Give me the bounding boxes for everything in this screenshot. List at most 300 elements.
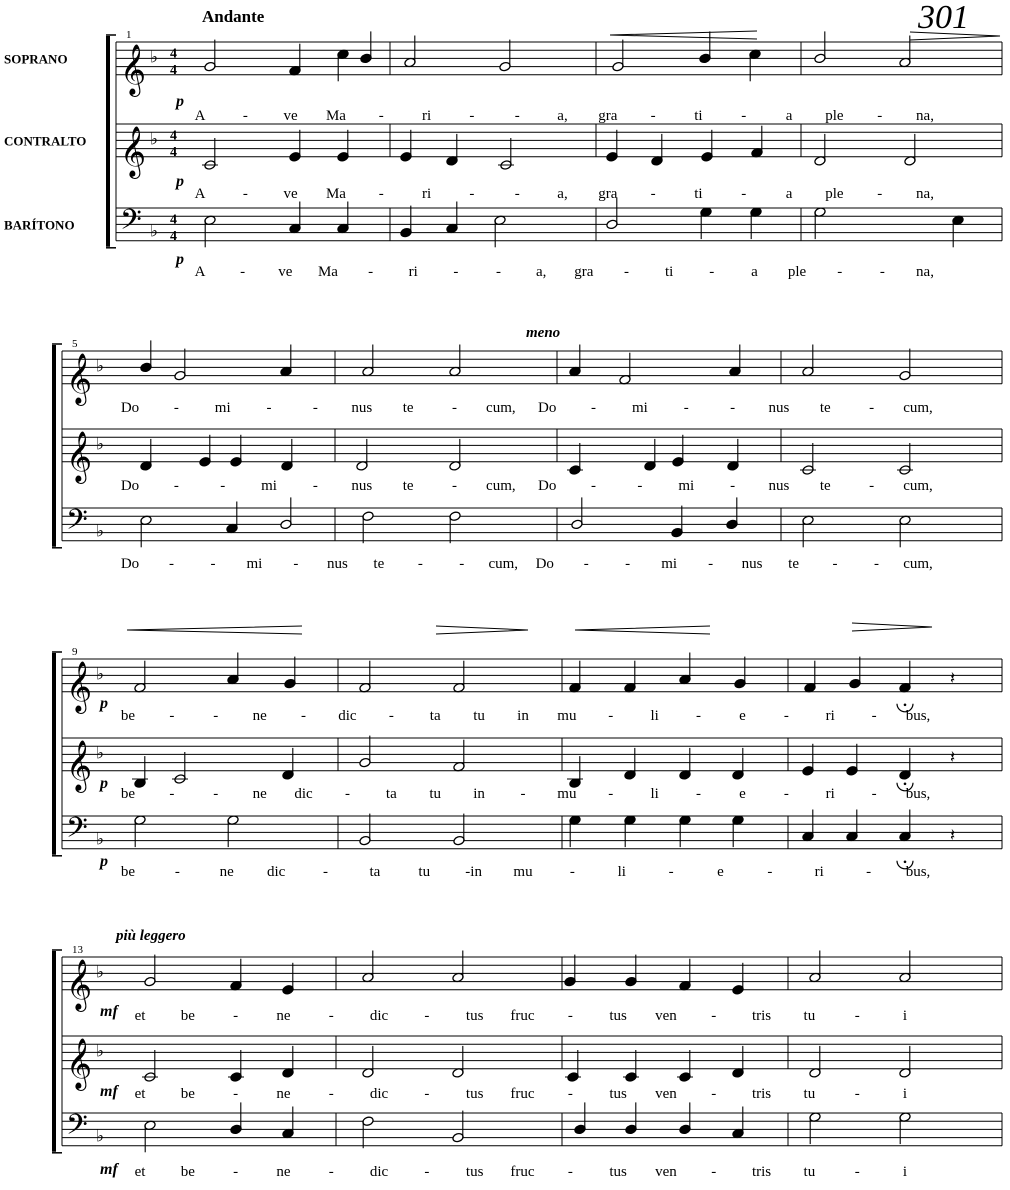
note [569,345,581,377]
lyric-hyphen: - [220,478,226,494]
note [651,134,663,166]
note [400,130,412,162]
lyric-syllable: tus [465,1164,484,1180]
lyric-hyphen: - [741,186,747,202]
lyric-hyphen: - [683,400,689,416]
lyric-syllable: a, [535,264,547,280]
lyric-hyphen: - [877,186,883,202]
lyric-hyphen: - [869,400,875,416]
note [802,345,814,377]
lyric-hyphen: - [708,556,714,572]
measure-number: 9 [72,646,78,658]
lyric-syllable: ve [283,186,298,202]
note [612,40,624,72]
lyric-syllable: Do [538,478,557,494]
voice-name: BARÍTONO [4,217,75,233]
lyric-syllable: ri [825,708,835,724]
measure-number: 13 [72,944,83,956]
note [144,1120,156,1152]
note [356,439,368,471]
lyric-syllable: fruc [510,1164,535,1180]
note [282,963,294,995]
lyric-hyphen: - [328,1008,334,1024]
note [814,31,826,63]
lyric-syllable: i [902,1008,908,1024]
lyric-syllable: dic [369,1086,389,1102]
lyric-hyphen: - [240,264,246,280]
note [571,497,583,529]
voice-name: SOPRANO [4,51,68,67]
note [202,138,218,170]
note [800,443,816,475]
note [732,963,744,995]
lyric-syllable: tus [609,1008,627,1024]
note [453,814,465,846]
note [904,134,916,166]
bass-clef-icon: 𝄢 [66,505,88,543]
lyric-syllable: gra [574,264,594,280]
systems-layer [4,29,1002,1180]
lyric-hyphen: - [174,864,180,880]
lyric-hyphen: - [424,1008,430,1024]
note [204,215,216,247]
note [337,130,349,162]
key-signature-flat: ♭ [96,1126,105,1146]
lyric-syllable: ne [252,708,267,724]
lyric-syllable: ne [276,1008,291,1024]
lyric-syllable: -in [465,864,482,880]
note [337,49,349,81]
note [679,748,691,780]
lyric-hyphen: - [767,864,773,880]
note [362,1116,374,1148]
treble-clef-icon: 𝄞 [120,126,147,176]
note [140,515,152,547]
time-signature-top: 4 [170,128,177,144]
lyric-hyphen: - [451,400,457,416]
lyric-syllable: Do [120,400,140,416]
lyric-hyphen: - [730,478,736,494]
note [569,661,581,693]
lyric-hyphen: - [378,108,384,124]
note [228,1050,244,1082]
lyric-hyphen: - [854,1164,860,1180]
lyric-syllable: mi [631,400,648,416]
key-signature-flat: ♭ [150,47,159,67]
note [732,1046,744,1078]
staff-soprano [62,340,1002,416]
lyric-hyphen: - [591,400,597,416]
note [899,748,911,780]
lyric-syllable: be [120,864,136,880]
note [144,955,156,987]
treble-clef-icon: 𝄞 [66,740,93,790]
lyric-syllable: dic [369,1164,389,1180]
note [624,815,636,847]
decrescendo-hairpin [852,623,932,631]
lyric-syllable: ri [408,264,418,280]
lyric-hyphen: - [312,400,318,416]
lyric-hyphen: - [583,556,589,572]
decrescendo-hairpin [436,626,528,634]
lyric-syllable: bus, [905,864,931,880]
lyric-syllable: A [194,186,206,202]
note [899,1112,911,1144]
note [625,1102,637,1134]
quarter-rest-icon: 𝄽 [950,825,956,845]
note [282,1107,294,1139]
time-signature-top: 4 [170,46,177,62]
note [619,353,631,385]
lyric-hyphen: - [854,1086,860,1102]
lyric-syllable: tus [465,1008,484,1024]
time-signature-bottom: 4 [170,228,177,244]
lyric-hyphen: - [242,186,248,202]
note [899,349,911,381]
lyric-hyphen: - [608,708,614,724]
lyric-hyphen: - [591,478,597,494]
lyric-syllable: e [739,708,746,724]
lyric-syllable: A [194,264,206,280]
note [804,661,816,693]
note [732,748,744,780]
lyric-syllable: Ma [325,108,346,124]
note [453,661,465,693]
lyric-syllable: tris [751,1008,772,1024]
note [449,511,461,543]
lyric-syllable: te [402,400,414,416]
lyric-syllable: ti [664,264,674,280]
key-signature-flat: ♭ [96,434,105,454]
note [289,44,301,76]
lyric-syllable: te [402,478,414,494]
note [172,752,188,784]
lyric-hyphen: - [459,556,465,572]
lyric-hyphen: - [210,556,216,572]
note [284,657,296,689]
note [814,207,826,239]
note [732,1107,744,1139]
lyric-hyphen: - [424,1086,430,1102]
note [204,40,216,72]
lyric-syllable: mu [557,708,577,724]
note [814,134,826,166]
lyric-hyphen: - [567,1164,573,1180]
lyric-syllable: Do [535,556,554,572]
note [677,1050,693,1082]
note [729,345,741,377]
lyric-syllable: Do [120,556,140,572]
lyric-syllable: ta [385,786,397,802]
note [699,31,711,63]
lyric-syllable: be [180,1008,195,1024]
note [899,951,911,983]
staff-baritono [62,810,1002,881]
lyric-syllable: mi [214,400,231,416]
lyric-hyphen: - [623,264,629,280]
lyric-syllable: cum, [488,556,519,572]
lyric-syllable: li [650,708,659,724]
note [337,202,349,234]
system-3 [52,623,1002,880]
note [802,810,814,842]
lyric-syllable: tu [473,708,485,724]
lyric-syllable: dic [338,708,357,724]
note [727,439,739,471]
note [362,1046,374,1078]
lyric-syllable: tu [803,1008,816,1024]
note [134,661,146,693]
lyric-hyphen: - [293,556,299,572]
voice-name: CONTRALTO [4,133,87,149]
lyric-hyphen: - [869,478,875,494]
treble-clef-icon: 𝄞 [120,44,147,94]
note [899,36,911,68]
crescendo-hairpin [575,626,710,634]
note [623,1050,639,1082]
fermata-dot [904,783,907,786]
lyric-syllable: nus [768,478,790,494]
expression-marking: meno [526,325,561,341]
time-signature-bottom: 4 [170,62,177,78]
note [362,511,374,543]
lyric-syllable: mu [557,786,577,802]
note [679,815,691,847]
lyric-hyphen: - [233,1086,239,1102]
key-signature-flat: ♭ [96,664,105,684]
note [449,345,461,377]
note [809,951,821,983]
lyric-hyphen: - [169,786,175,802]
lyric-hyphen: - [301,708,307,724]
lyric-syllable: e [717,864,724,880]
dynamic-marking: mf [100,1161,118,1178]
note [230,959,242,991]
lyric-syllable: ven [655,1164,677,1180]
note [734,657,746,689]
lyric-syllable: ri [825,786,835,802]
bass-clef-icon: 𝄢 [120,205,142,243]
lyric-syllable: na, [916,186,934,202]
lyric-hyphen: - [871,786,877,802]
note [809,1112,821,1144]
lyric-syllable: be [180,1086,195,1102]
staff-baritono [62,1102,1002,1180]
note [574,1102,586,1134]
staff-contralto [4,124,1002,202]
note [809,1046,821,1078]
note [671,506,683,538]
lyric-syllable: li [617,864,626,880]
staff-soprano [62,951,1002,1025]
lyric-syllable: e [739,786,746,802]
key-signature-flat: ♭ [96,1041,105,1061]
note [362,951,374,983]
note [140,439,152,471]
note [750,207,762,239]
time-signature-top: 4 [170,212,177,228]
lyric-syllable: Do [538,400,557,416]
note [289,130,301,162]
lyric-hyphen: - [871,708,877,724]
lyric-hyphen: - [625,556,631,572]
staff-soprano [62,653,1002,725]
lyric-syllable: na, [916,264,934,280]
lyric-syllable: ne [219,864,234,880]
lyric-syllable: ta [429,708,441,724]
note [199,435,211,467]
lyric-syllable: a, [557,108,568,124]
lyric-syllable: mu [513,864,533,880]
note [452,1111,464,1143]
lyric-syllable: fruc [510,1008,535,1024]
note [849,657,861,689]
page-number: 301 [918,0,969,36]
note [280,497,292,529]
note [672,435,684,467]
lyric-syllable: et [134,1008,146,1024]
dynamic-marking: p [176,173,184,190]
quarter-rest-icon: 𝄽 [950,668,956,688]
lyric-hyphen: - [233,1008,239,1024]
note [897,443,913,475]
lyric-hyphen: - [783,786,789,802]
note [899,661,911,693]
note [624,661,636,693]
measure-number: 5 [72,338,78,350]
lyric-hyphen: - [453,264,459,280]
note [400,206,412,238]
note [499,40,511,72]
note [624,748,636,780]
note [134,815,146,847]
note [226,502,238,534]
lyric-syllable: tus [465,1086,484,1102]
staff-baritono [4,197,1002,280]
lyric-syllable: cum, [903,556,933,572]
lyric-hyphen: - [730,400,736,416]
note [360,31,372,63]
lyric-syllable: ri [421,186,432,202]
lyric-syllable: nus [326,556,348,572]
lyric-syllable: ple [825,108,844,124]
lyric-syllable: bus, [905,786,931,802]
note [132,756,148,788]
lyric-syllable: dic [369,1008,389,1024]
lyric-syllable: li [650,786,659,802]
note [280,345,292,377]
staff-contralto [62,736,1002,802]
lyric-hyphen: - [877,108,883,124]
lyric-syllable: et [134,1086,146,1102]
crescendo-hairpin [127,626,302,634]
lyric-syllable: gra [598,108,618,124]
lyric-syllable: ve [283,108,298,124]
treble-clef-icon: 𝄞 [66,661,93,711]
lyric-syllable: in [517,708,529,724]
lyric-hyphen: - [520,786,526,802]
lyric-syllable: ti [694,108,703,124]
lyric-hyphen: - [741,108,747,124]
quarter-rest-icon: 𝄽 [950,747,956,767]
lyric-hyphen: - [696,786,702,802]
lyric-syllable: te [819,400,831,416]
note [494,215,506,247]
lyric-syllable: mi [261,478,277,494]
lyric-syllable: a [751,264,758,280]
lyric-syllable: ven [655,1008,677,1024]
staff-baritono [62,497,1002,572]
measure-number: 1 [126,29,132,41]
lyric-hyphen: - [711,1086,717,1102]
lyric-hyphen: - [451,478,457,494]
note [227,815,239,847]
note [281,439,293,471]
note [359,814,371,846]
key-signature-flat: ♭ [96,962,105,982]
note [404,36,416,68]
lyric-hyphen: - [783,708,789,724]
lyric-syllable: a [785,186,793,202]
lyric-hyphen: - [328,1164,334,1180]
bass-clef-icon: 𝄢 [66,1110,88,1148]
note [846,810,858,842]
note [289,202,301,234]
lyric-syllable: nus [741,556,763,572]
dynamic-marking: p [176,93,184,110]
note [282,1046,294,1078]
note [174,349,186,381]
treble-clef-icon: 𝄞 [66,959,93,1009]
note [282,748,294,780]
fermata-dot [904,861,907,864]
note [606,197,618,229]
lyric-hyphen: - [388,708,394,724]
note [453,740,465,772]
lyric-syllable: tus [609,1164,627,1180]
note [802,515,814,547]
lyric-hyphen: - [173,400,179,416]
lyric-syllable: be [180,1164,195,1180]
lyric-hyphen: - [213,786,219,802]
note [359,736,371,768]
note [679,653,691,685]
note [899,810,911,842]
lyric-syllable: ta [369,864,381,880]
note [452,1046,464,1078]
lyric-hyphen: - [711,1008,717,1024]
lyric-syllable: fruc [510,1086,535,1102]
lyric-syllable: tus [609,1086,627,1102]
note [446,134,458,166]
treble-clef-icon: 𝄞 [66,1038,93,1088]
note [230,1102,242,1134]
note [140,340,152,372]
lyric-syllable: cum, [486,400,516,416]
staff-contralto [62,1036,1002,1102]
lyric-hyphen: - [668,864,674,880]
lyric-syllable: nus [351,478,373,494]
lyric-hyphen: - [368,264,374,280]
note [142,1050,158,1082]
key-signature-flat: ♭ [150,221,159,241]
lyric-hyphen: - [608,786,614,802]
lyric-hyphen: - [837,264,843,280]
lyric-syllable: te [373,556,385,572]
lyric-hyphen: - [696,708,702,724]
lyric-syllable: tu [429,786,442,802]
lyric-hyphen: - [496,264,502,280]
